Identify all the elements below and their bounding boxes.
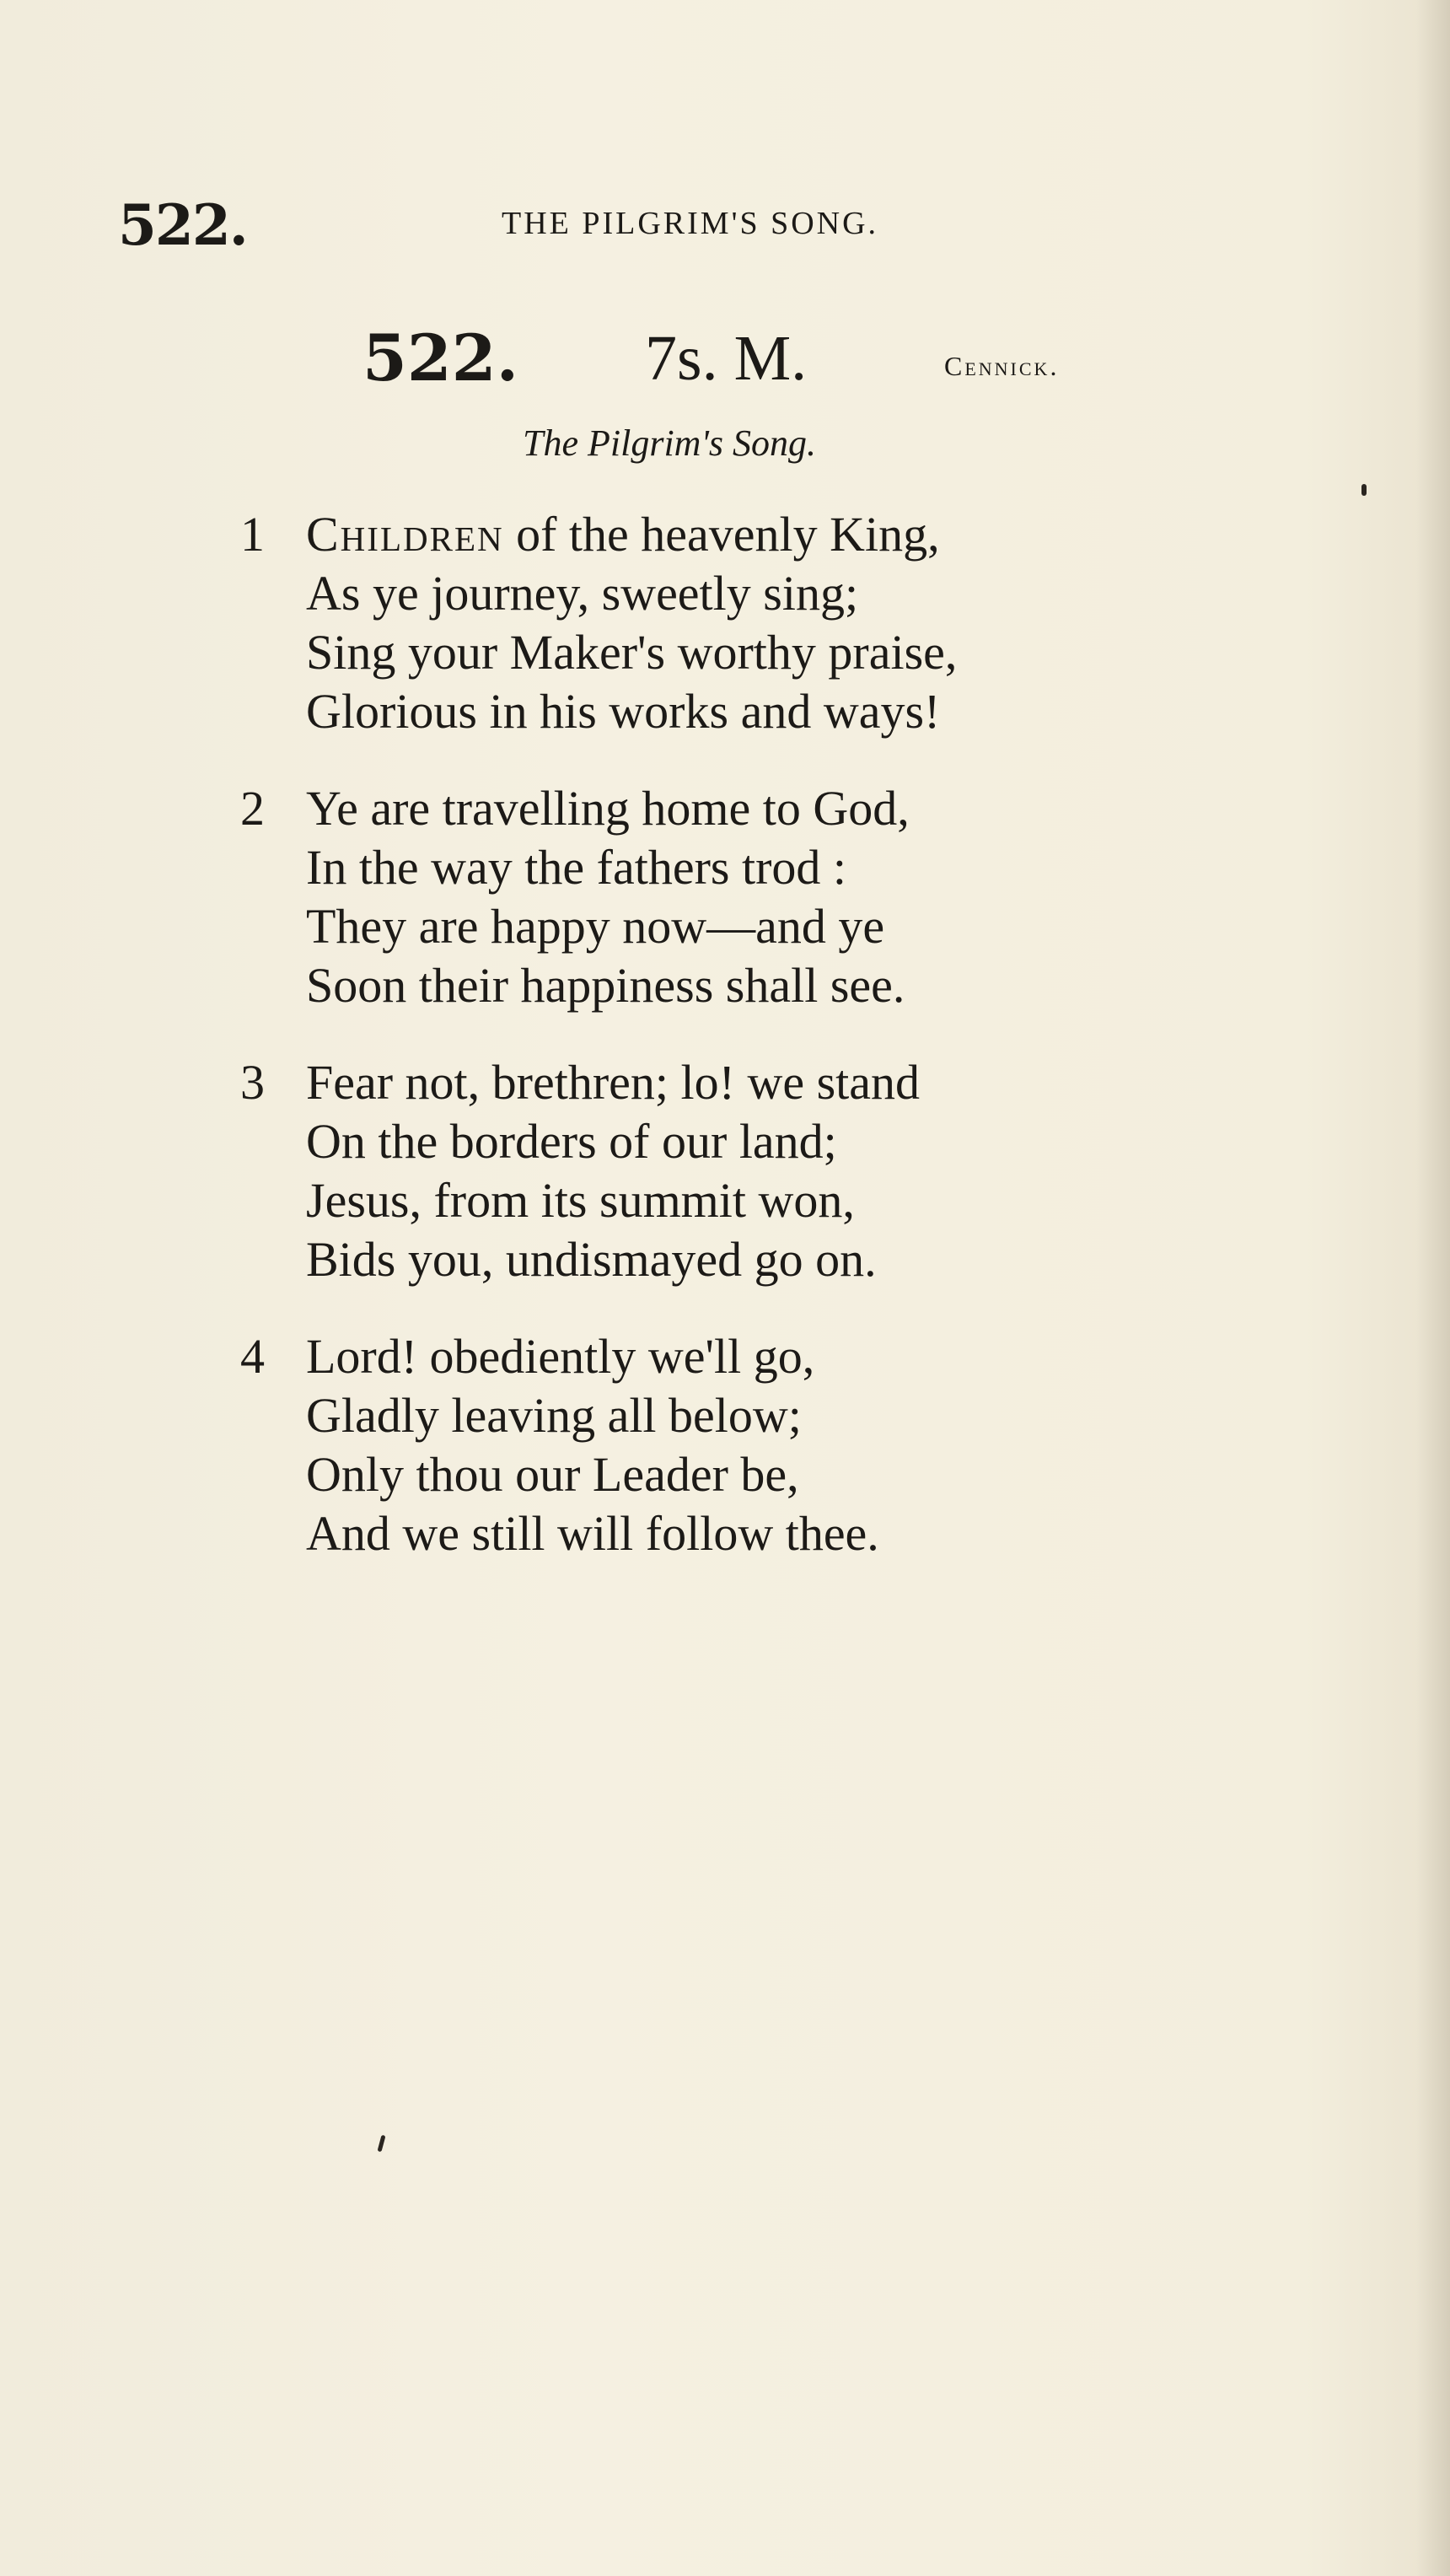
hymn-header [362, 320, 1206, 396]
stanza-line: Fear not, brethren; lo! we stand [306, 1055, 921, 1110]
ink-speck [1361, 484, 1367, 496]
stanza-line: Glorious in his works and ways! [306, 684, 941, 739]
running-head [118, 192, 1197, 258]
stanza-number: 2 [240, 781, 265, 836]
hymn-author: Cennick. [944, 351, 1060, 381]
ink-speck [377, 2135, 385, 2153]
stanza-line: Ye are travelling home to God, [306, 781, 910, 836]
stanza-line-rest: of the heavenly King, [503, 507, 940, 562]
stanza-line: In the way the fathers trod : [306, 840, 847, 895]
stanza-line: And we still will follow thee. [306, 1506, 879, 1561]
stanza-number: 3 [240, 1055, 265, 1110]
stanza-line: Gladly leaving all below; [306, 1388, 802, 1443]
stanza-number: 4 [240, 1329, 265, 1384]
hymn-subtitle: The Pilgrim's Song. [523, 422, 816, 464]
hymn-meter: 7s. M. [645, 323, 808, 394]
stanza-line: Lord! obediently we'll go, [306, 1329, 815, 1384]
stanza-line: Only thou our Leader be, [306, 1447, 799, 1502]
stanza-line: Jesus, from its summit won, [306, 1173, 855, 1228]
running-title: THE PILGRIM'S SONG. [502, 206, 879, 241]
stanza-line: They are happy now—and ye [306, 899, 885, 954]
stanza-line: Sing your Maker's worthy praise, [306, 625, 958, 680]
page-number: 522. [118, 192, 247, 258]
stanza-line: Bids you, undismayed go on. [306, 1232, 877, 1287]
stanza-line [306, 506, 940, 562]
stanza-line: As ye journey, sweetly sing; [306, 566, 859, 621]
stanza-number: 1 [240, 507, 265, 562]
small-caps-opening-word: Children [306, 507, 504, 562]
stanza-line: On the borders of our land; [306, 1114, 837, 1169]
hymn-number: 522. [362, 320, 519, 395]
stanza-line: Soon their happiness shall see. [306, 958, 905, 1013]
page-edge-shadow [1416, 0, 1450, 2576]
